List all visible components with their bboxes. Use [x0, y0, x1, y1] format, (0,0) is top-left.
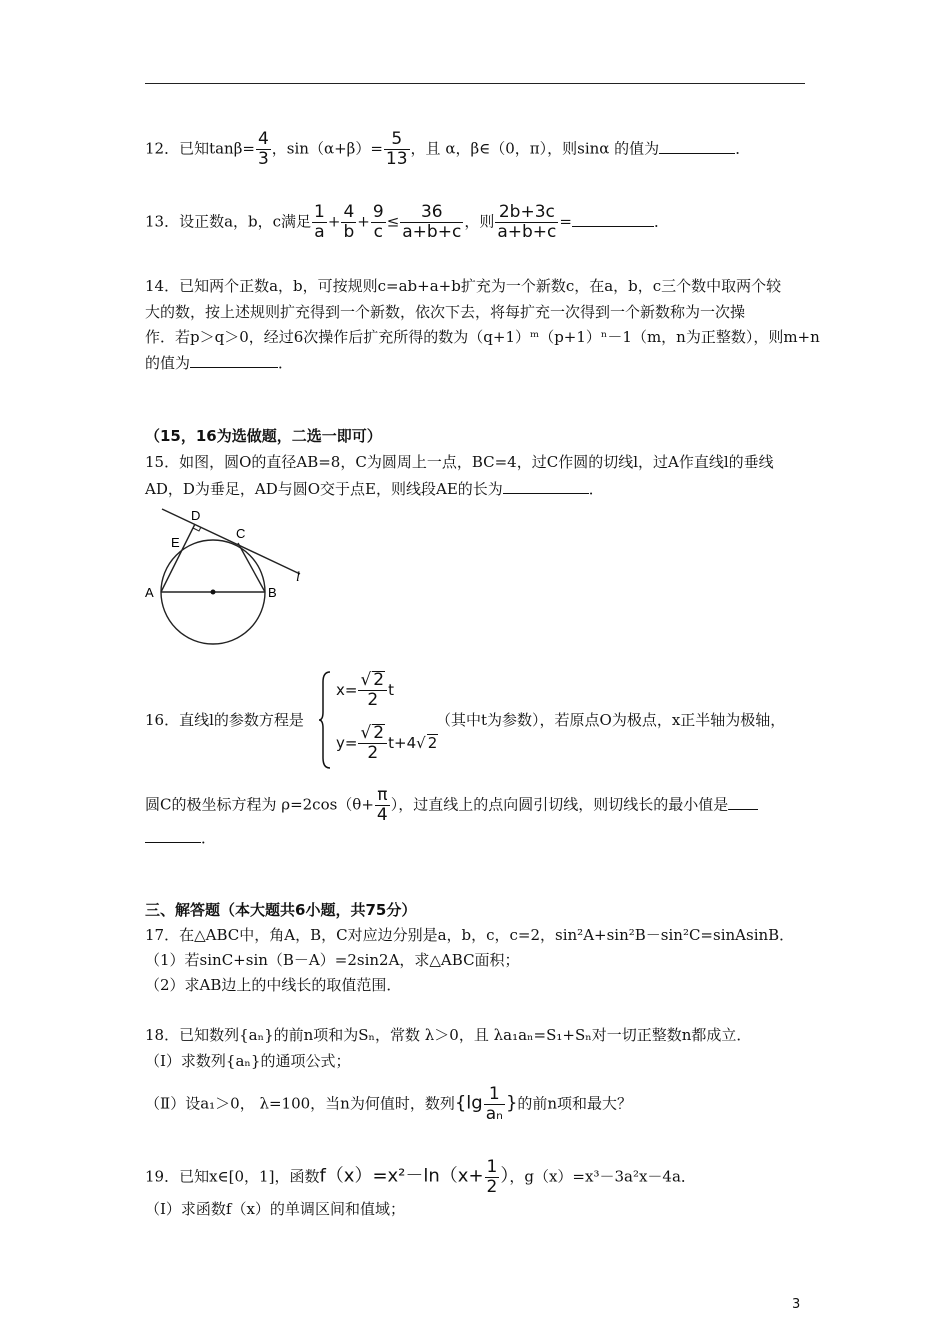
q16-end: ． [201, 829, 217, 847]
frac-num: π [377, 785, 388, 805]
q19-line-1 [145, 1158, 696, 1197]
label-e: E [171, 535, 180, 550]
sqrt-arg: 2 [373, 723, 385, 743]
frac-num: 9 [372, 202, 384, 222]
leq-sign: ≤ [386, 212, 400, 231]
tangent-line-l [162, 509, 300, 574]
frac-den: a+b+c [497, 222, 557, 242]
frac-den: 13 [385, 149, 408, 169]
label-l: l [296, 570, 300, 585]
segment-bc [238, 543, 265, 592]
param-x-eq [336, 671, 394, 710]
q16-line-2 [145, 786, 758, 825]
frac-num: 1 [314, 202, 325, 222]
seq-lg: {lg [454, 1092, 483, 1114]
fraction-1-a [312, 203, 327, 242]
q12-prefix: 12．已知tanβ= [145, 139, 255, 158]
q12-end: ． [735, 139, 751, 158]
answer-blank[interactable] [503, 477, 589, 494]
label-b: B [268, 585, 277, 600]
label-c: C [236, 526, 246, 541]
q12-suffix: ，且 α，β∈（0，π），则sinα 的值为 [410, 139, 660, 158]
q18-line-3 [145, 1085, 632, 1124]
fraction-pi-4 [375, 786, 390, 825]
section-3-title: 三、解答题（本大题共6小题，共75分） [145, 901, 417, 919]
frac-den: 3 [257, 149, 269, 169]
fraction-36 [400, 203, 463, 242]
circle-figure [140, 498, 320, 658]
fraction-4-b [341, 203, 356, 242]
q13-prefix: 13．设正数a，b，c满足 [145, 212, 312, 231]
sqrt-arg: 2 [427, 734, 438, 752]
frac-den: 2 [486, 1177, 498, 1197]
frac-num: 1 [486, 1157, 498, 1177]
q14-line-4 [145, 351, 293, 374]
q14-prefix: 的值为 [145, 354, 191, 372]
frac-den: a+b+c [402, 222, 462, 242]
q19-suffix: ，g（x）=x³－3a²x－4a． [509, 1167, 696, 1186]
fraction-1-2 [485, 1158, 500, 1197]
q14-line-1: 14．已知两个正数a，b，可按规则c=ab+a+b扩充为一个新数c，在a，b，c三个数中取两个较 [145, 277, 782, 295]
page-number: 3 [792, 1297, 801, 1312]
function-f: f（x）=x²－ln（x+ [319, 1165, 484, 1187]
x-lhs: x= [336, 681, 358, 699]
frac-den: b [341, 222, 356, 242]
frac-num: 36 [420, 202, 443, 222]
fraction-5-13 [384, 130, 410, 169]
fraction-4-3 [256, 130, 271, 169]
header-rule [145, 83, 805, 84]
answer-blank[interactable] [572, 210, 654, 227]
frac-num: √ 2 [360, 670, 385, 690]
label-a: A [145, 585, 154, 600]
frac-num: 4 [257, 129, 269, 149]
q18-line-2: （Ⅰ）求数列{aₙ}的通项公式； [145, 1052, 351, 1070]
plus-sign: + [357, 212, 370, 231]
q17-line-3: （2）求AB边上的中线长的取值范围． [145, 976, 402, 994]
q15-line-1: 15．如图，圆O的直径AB=8，C为圆周上一点，BC=4，过C作圆的切线l，过A作直线l的垂线 [145, 453, 774, 471]
sqrt-sign: √ [416, 734, 426, 752]
fraction-2b3c [495, 203, 558, 242]
plus-sign: + [327, 212, 341, 231]
frac-num: √ 2 [360, 723, 385, 743]
q15-line-2 [145, 477, 604, 500]
frac-den: 4 [376, 805, 388, 825]
q19-line-2: （Ⅰ）求函数f（x）的单调区间和值域； [145, 1200, 405, 1218]
param-y-eq [336, 724, 438, 763]
q16-line-3 [145, 826, 216, 849]
q16-suffix: （其中t为参数），若原点O为极点，x正半轴为极轴， [436, 711, 786, 729]
q14-end: ． [278, 354, 294, 372]
frac-den: 2 [358, 743, 387, 763]
question-12 [145, 130, 750, 169]
question-13 [145, 203, 669, 242]
center-o [211, 590, 216, 595]
q18-line-1: 18．已知数列{aₙ}的前n项和为Sₙ，常数 λ＞0，且 λa₁aₙ=S₁+Sₙ对一切正整数n都成立． [145, 1026, 752, 1044]
fraction-1-an [484, 1085, 505, 1124]
equals-sign: = [559, 212, 572, 231]
right-angle-mark [193, 527, 201, 531]
answer-blank-part1[interactable] [728, 793, 758, 810]
y-t: t+4 [388, 734, 417, 752]
q17-line-1: 17．在△ABC中，角A，B，C对应边分别是a，b，c，c=2，sin²A+sin²B－sin²C=sinAsinB． [145, 926, 795, 944]
fraction-sqrt2-2 [358, 671, 387, 710]
q16-line2-suffix: ），过直线上的点向圆引切线，则切线长的最小值是 [390, 795, 729, 814]
q15-end: ． [588, 480, 604, 498]
frac-den: c [371, 222, 386, 242]
q16-prefix: 16．直线l的参数方程是 [145, 711, 304, 729]
frac-num: 1 [488, 1084, 500, 1104]
frac-num: 2b+3c [498, 202, 555, 222]
seq-close: } [505, 1092, 518, 1114]
frac-num: 4 [343, 202, 355, 222]
q18-suffix: 的前n项和最大？ [517, 1094, 633, 1113]
optional-note: （15，16为选做题，二选一即可） [145, 427, 382, 445]
frac-den: aₙ [485, 1104, 503, 1124]
q18-prefix: （Ⅱ）设a₁＞0， λ=100，当n为何值时，数列 [145, 1094, 455, 1113]
q14-line-2: 大的数，按上述规则扩充得到一个新数，依次下去，将每扩充一次得到一个新数称为一次操 [145, 303, 746, 321]
fraction-9-c [371, 203, 386, 242]
q12-mid: ，sin（α+β）= [271, 139, 383, 158]
answer-blank[interactable] [659, 137, 735, 154]
frac-num: 5 [391, 129, 403, 149]
frac-den: 2 [358, 690, 387, 710]
answer-blank-part2[interactable] [145, 826, 201, 843]
y-lhs: y= [336, 734, 358, 752]
label-d: D [191, 508, 201, 523]
q13-end: ． [653, 212, 669, 231]
q14-line-3: 作．若p＞q＞0，经过6次操作后扩充所得的数为（q+1）ᵐ（p+1）ⁿ－1（m，n为正整数），则m+n [145, 328, 820, 346]
function-close: ） [500, 1165, 510, 1187]
left-brace-icon [318, 670, 332, 770]
q13-mid: ，则 [464, 212, 495, 231]
answer-blank[interactable] [190, 351, 278, 368]
sqrt-arg: 2 [373, 670, 385, 690]
x-t: t [388, 681, 395, 699]
q19-prefix: 19．已知x∈[0，1]，函数 [145, 1167, 320, 1186]
q17-line-2: （1）若sinC+sin（B－A）=2sin2A，求△ABC面积； [145, 951, 520, 969]
q15-prefix: AD，D为垂足，AD与圆O交于点E，则线段AE的长为 [145, 480, 503, 498]
fraction-sqrt2-2 [358, 724, 387, 763]
q16-line2-prefix: 圆C的极坐标方程为 ρ=2cos（θ+ [145, 795, 374, 814]
frac-den: a [312, 222, 327, 242]
